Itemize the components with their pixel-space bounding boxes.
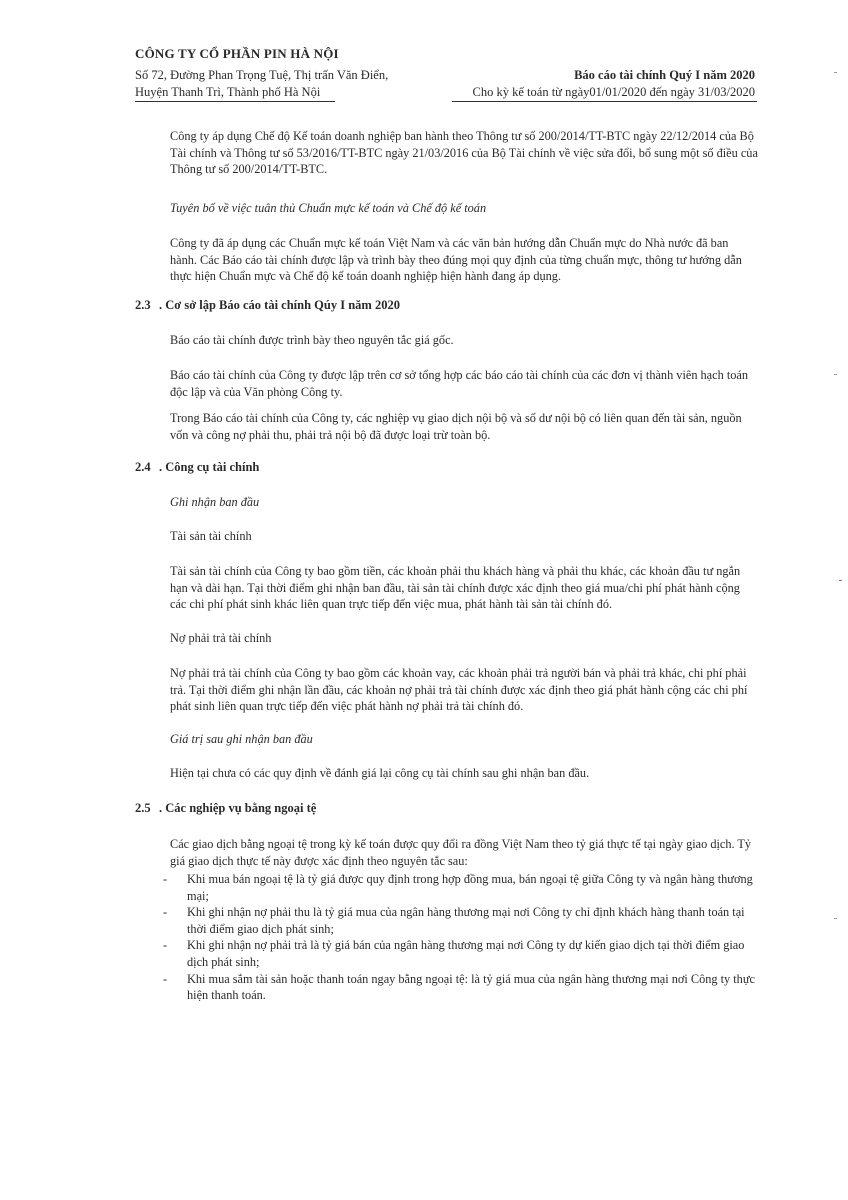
list-item-text: Khi ghi nhận nợ phải thu là tỷ giá mua của ngân hàng thương mại nơi Công ty chỉ định khách hàng thanh toán tại thời điểm giao dịch phát sinh; [187, 905, 745, 936]
report-title: Báo cáo tài chính Quý I năm 2020 [574, 68, 755, 82]
bullet-dash: - [163, 971, 168, 986]
section-2-5-title: . Các nghiệp vụ bằng ngoại tệ [159, 801, 317, 815]
s23-paragraph-2: Báo cáo tài chính của Công ty được lập trên cơ sở tổng hợp các báo cáo tài chính của các đơn vị thành viên hạch toán độc lập và của Văn phòng Công ty. [170, 368, 748, 399]
s23-paragraph-1: Báo cáo tài chính được trình bày theo nguyên tắc giá gốc. [170, 333, 454, 347]
bullet-dash: - [163, 938, 168, 953]
financial-liabilities-paragraph: Nợ phải trả tài chính của Công ty bao gồm các khoản vay, các khoản phải trả người bán và phải trả khác, chi phí phải trả. Tại thời điểm ghi nhận lần đầu, các khoản nợ phải trả tài chính được xác định theo giá phát hành cộng các chi phí phát sinh liên quan trực tiếp đến việc phát hành nợ phải trả tài chính đó. [170, 666, 748, 714]
list-item [163, 937, 761, 970]
scan-speck [839, 580, 842, 581]
subsequent-measurement-heading: Giá trị sau ghi nhận ban đầu [170, 732, 313, 746]
declaration-heading: Tuyên bố về việc tuân thủ Chuẩn mực kế toán và Chế độ kế toán [170, 201, 487, 215]
report-period: Cho kỳ kế toán từ ngày01/01/2020 đến ngày 31/03/2020 [472, 85, 755, 99]
scan-speck [834, 72, 837, 73]
company-address-line1: Số 72, Đường Phan Trọng Tuệ, Thị trấn Văn Điển, [135, 68, 389, 82]
bullet-dash: - [163, 905, 168, 920]
header-rule-left [135, 101, 335, 102]
company-name: CÔNG TY CỔ PHẦN PIN HÀ NỘI [135, 46, 339, 61]
list-item [163, 904, 761, 937]
subsequent-measurement-paragraph: Hiện tại chưa có các quy định về đánh giá lại công cụ tài chính sau ghi nhận ban đầu. [170, 766, 590, 780]
s23-paragraph-3: Trong Báo cáo tài chính của Công ty, các nghiệp vụ giao dịch nội bộ và số dư nội bộ có liên quan đến tài sản, nguồn vốn và công nợ phải thu, phải trả nội bộ đã được loại trừ toàn bộ. [170, 411, 742, 442]
section-2-4-title: . Công cụ tài chính [159, 460, 260, 474]
intro-paragraph-regime: Công ty áp dụng Chế độ Kế toán doanh nghiệp ban hành theo Thông tư số 200/2014/TT-BTC ngày 22/12/2014 của Bộ Tài chính và Thông tư số 53/2016/TT-BTC ngày 21/03/2016 của Bộ Tài chính về việc sửa đổi, bổ sung một số điều của Thông tư số 200/2014/TT-BTC. [170, 129, 758, 177]
scan-speck [834, 918, 837, 919]
foreign-currency-intro: Các giao dịch bằng ngoại tệ trong kỳ kế toán được quy đổi ra đồng Việt Nam theo tỷ giá thực tế tại ngày giao dịch. Tỷ giá giao dịch thực tế này được xác định theo nguyên tắc sau: [170, 837, 752, 868]
list-item-text: Khi mua sắm tài sản hoặc thanh toán ngay bằng ngoại tệ: là tỷ giá mua của ngân hàng thương mại nơi Công ty thực hiện thanh toán. [187, 971, 755, 1003]
bullet-dash: - [163, 872, 168, 886]
list-item-text: Khi ghi nhận nợ phải trả là tỷ giá bán của ngân hàng thương mại nơi Công ty dự kiến giao dịch tại thời điểm giao dịch phát sinh; [187, 938, 745, 969]
list-item [163, 871, 761, 904]
initial-recognition-heading: Ghi nhận ban đầu [170, 495, 260, 509]
list-item-text: Khi mua bán ngoại tệ là tỷ giá được quy định trong hợp đồng mua, bán ngoại tệ giữa Công ty và ngân hàng thương mại; [187, 872, 753, 903]
section-2-3-title: . Cơ sở lập Báo cáo tài chính Qúy I năm 2020 [159, 298, 400, 312]
exchange-rate-rules-list [163, 871, 761, 1004]
list-item [163, 971, 761, 1004]
section-2-3-number: 2.3 [135, 298, 151, 312]
section-2-4-number: 2.4 [135, 460, 151, 474]
financial-assets-paragraph: Tài sản tài chính của Công ty bao gồm tiền, các khoản phải thu khách hàng và phải thu khác, các khoản đầu tư ngắn hạn và dài hạn. Tại thời điểm ghi nhận ban đầu, tài sản tài chính được xác định theo giá mua/chi phí phát hành cộng các chi phí phát sinh khác liên quan trực tiếp đến việc mua, phát hành tài sản tài chính đó. [170, 564, 741, 612]
scan-speck [834, 374, 837, 375]
header-rule-right [452, 101, 757, 102]
section-2-5-number: 2.5 [135, 801, 151, 815]
intro-paragraph-standards: Công ty đã áp dụng các Chuẩn mực kế toán Việt Nam và các văn bản hướng dẫn Chuẩn mực do Nhà nước đã ban hành. Các Báo cáo tài chính được lập và trình bày theo đúng mọi quy định của từng chuẩn mực, thông tư hướng dẫn thực hiện Chuẩn mực và Chế độ kế toán doanh nghiệp hiện hành đang áp dụng. [170, 236, 742, 284]
company-address-line2: Huyện Thanh Trì, Thành phố Hà Nội [135, 85, 321, 99]
financial-liabilities-heading: Nợ phải trả tài chính [170, 631, 272, 645]
financial-assets-heading: Tài sản tài chính [170, 529, 252, 543]
